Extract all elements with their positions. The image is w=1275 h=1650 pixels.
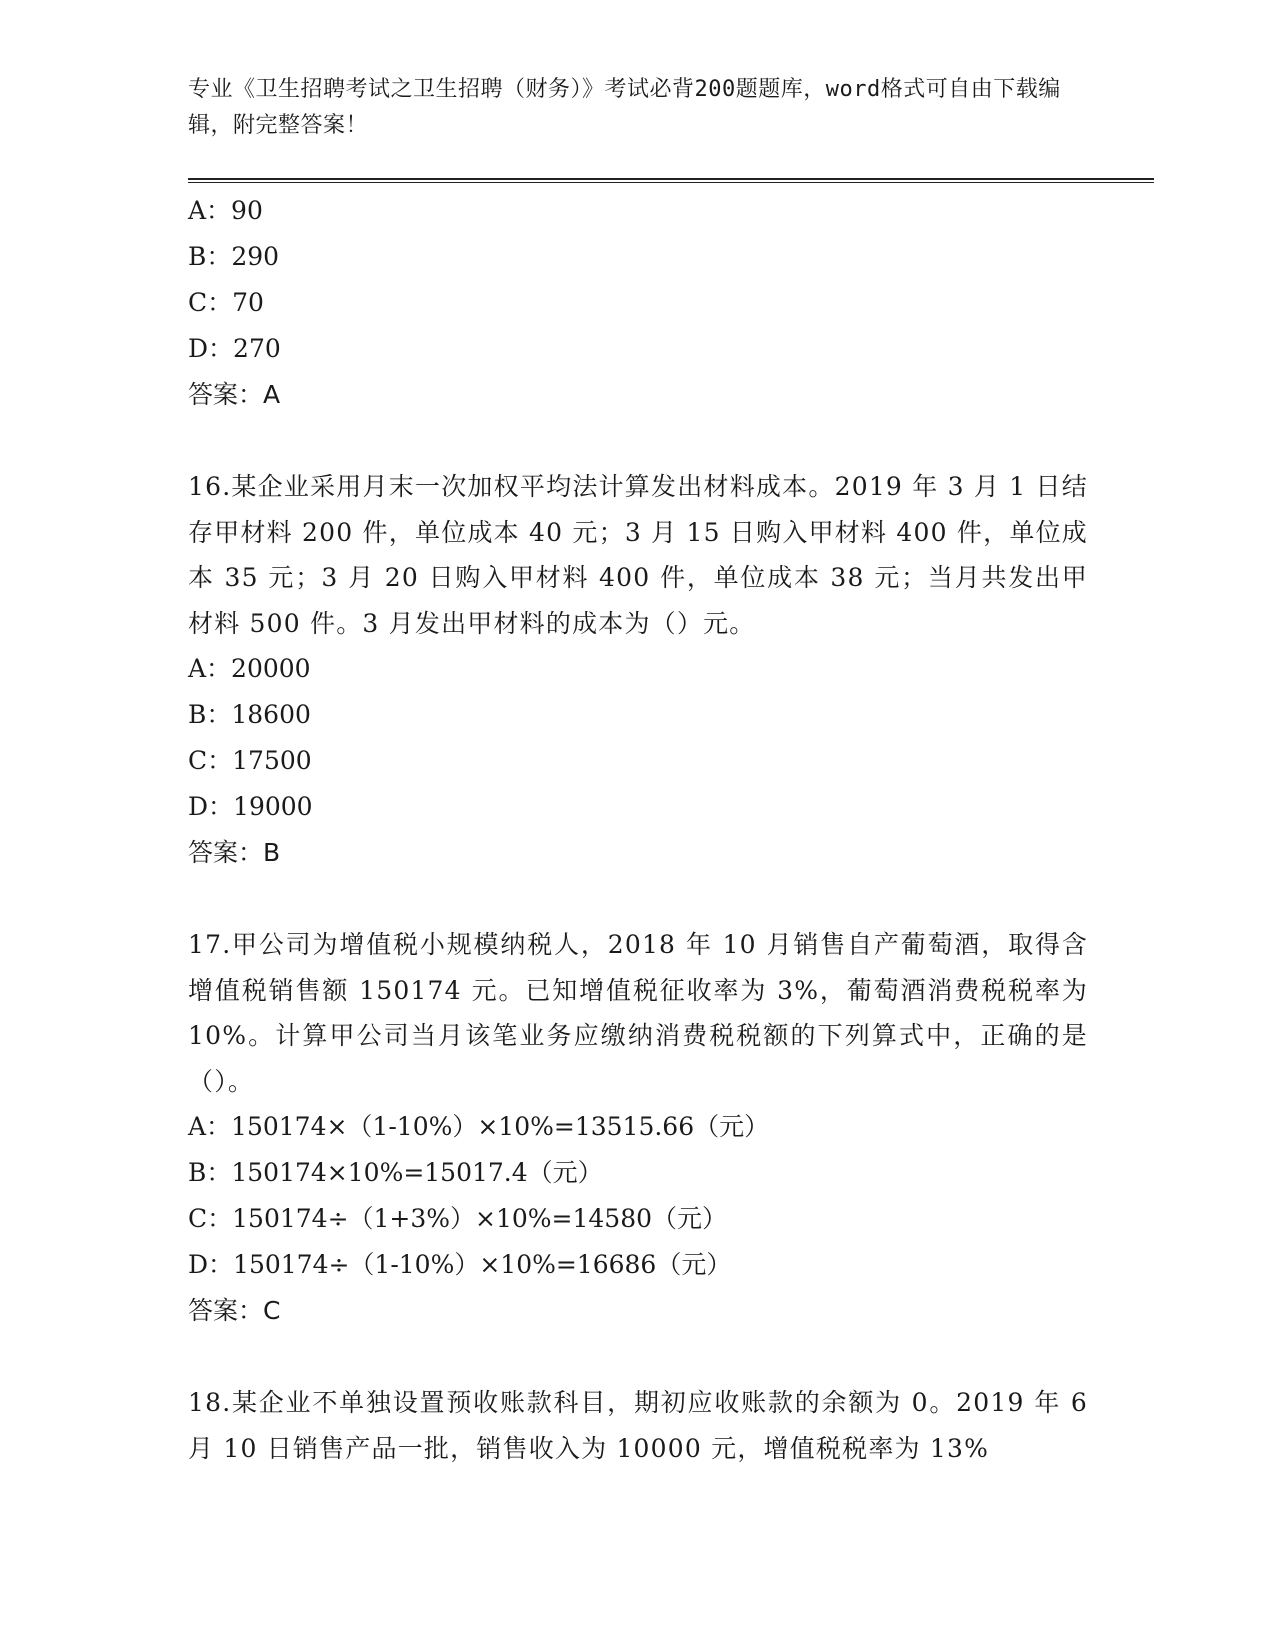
option-c: C：17500 bbox=[188, 746, 312, 775]
option-c: C：70 bbox=[188, 288, 264, 317]
option-a: A：90 bbox=[188, 196, 263, 225]
question-text: 18.某企业不单独设置预收账款科目，期初应收账款的余额为 0。2019 年 6 月 10 日销售产品一批，销售收入为 10000 元，增值税税率为 13% bbox=[188, 1388, 1088, 1463]
question-block-15 bbox=[188, 188, 1088, 418]
question-text: 16.某企业采用月末一次加权平均法计算发出材料成本。2019 年 3 月 1 日结存甲材料 200 件，单位成本 40 元；3 月 15 日购入甲材料 400 件，单位成本 35 元；3 月 20 日购入甲材料 400 件，单位成本 38 元；当月共发出甲材料 500 件。3 月发出甲材料的成本为（）元。 bbox=[188, 472, 1088, 638]
option-d: D：270 bbox=[188, 334, 281, 363]
question-block-16 bbox=[188, 464, 1088, 876]
option-b: B：18600 bbox=[188, 700, 311, 729]
answer-line: 答案：C bbox=[188, 1296, 281, 1325]
header-divider-thin bbox=[188, 182, 1154, 183]
option-d: D：19000 bbox=[188, 792, 313, 821]
option-d: D：150174÷（1-10%）×10%=16686（元） bbox=[188, 1250, 732, 1279]
option-c: C：150174÷（1+3%）×10%=14580（元） bbox=[188, 1204, 728, 1233]
option-b: B：150174×10%=15017.4（元） bbox=[188, 1158, 603, 1187]
question-block-18 bbox=[188, 1380, 1088, 1471]
document-header: 专业《卫生招聘考试之卫生招聘（财务）》考试必背200题题库，word格式可自由下载编辑，附完整答案！ bbox=[188, 77, 1061, 138]
option-a: A：150174×（1-10%）×10%=13515.66（元） bbox=[188, 1112, 770, 1141]
question-block-17 bbox=[188, 922, 1088, 1334]
answer-line: 答案：B bbox=[188, 838, 281, 867]
header-divider bbox=[188, 178, 1154, 180]
option-a: A：20000 bbox=[188, 654, 311, 683]
question-content bbox=[188, 188, 1088, 1471]
question-text: 17.甲公司为增值税小规模纳税人，2018 年 10 月销售自产葡萄酒，取得含增值税销售额 150174 元。已知增值税征收率为 3%，葡萄酒消费税税率为 10%。计算甲公司当月该笔业务应缴纳消费税税额的下列算式中，正确的是（）。 bbox=[188, 930, 1088, 1096]
option-b: B：290 bbox=[188, 242, 280, 271]
answer-line: 答案：A bbox=[188, 380, 281, 409]
